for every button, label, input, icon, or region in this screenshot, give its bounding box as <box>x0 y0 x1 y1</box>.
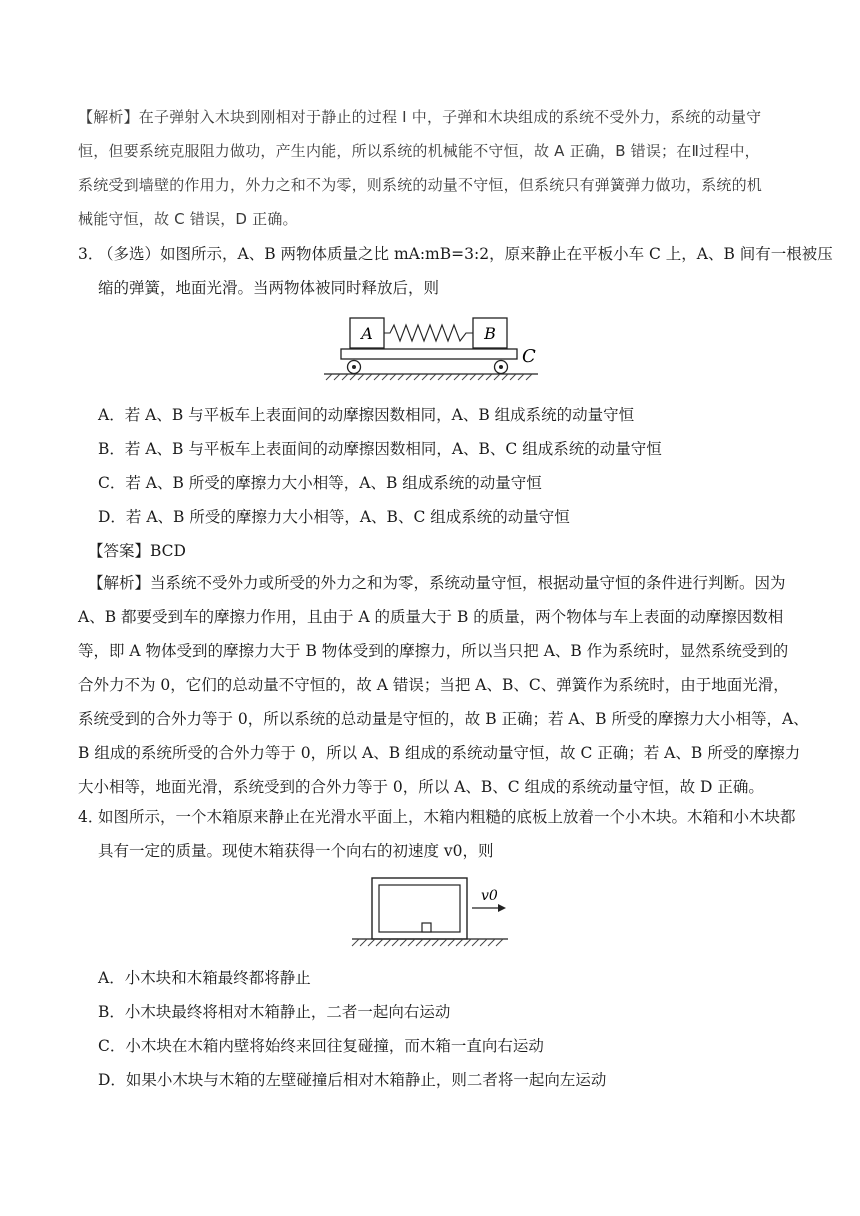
block-a-label: A <box>361 324 373 343</box>
q4-option-b: B．小木块最终将相对木箱静止，二者一起向右运动 <box>98 1003 451 1021</box>
question-text-line: 具有一定的质量。现使木箱获得一个向右的初速度 v0，则 <box>98 842 494 860</box>
explanation-line: 【解析】当系统不受外力或所受的外力之和为零，系统动量守恒，根据动量守恒的条件进行判断。因为 <box>88 574 786 592</box>
question-3-stem <box>78 237 833 305</box>
prev-explanation-line: 【解析】在子弹射入木块到刚相对于静止的过程 I 中，子弹和木块组成的系统不受外力，系统的动量守 <box>78 108 762 126</box>
q3-explanation <box>78 566 809 804</box>
explanation-line: 等，即 A 物体受到的摩擦力大于 B 物体受到的摩擦力，所以当只把 A、B 作为系统时，显然系统受到的 <box>78 642 789 660</box>
cart-label: C <box>522 346 536 367</box>
q3-option-b: B．若 A、B 与平板车上表面间的动摩擦因数相同，A、B、C 组成系统的动量守恒 <box>98 440 662 458</box>
prev-explanation <box>78 100 804 236</box>
question-text-line: 缩的弹簧，地面光滑。当两物体被同时释放后，则 <box>98 279 440 297</box>
velocity-label: v0 <box>481 888 498 904</box>
spring <box>384 325 473 341</box>
explanation-line: B 组成的系统所受的合外力等于 0，所以 A、B 组成的系统动量守恒，故 C 正确；若 A、B 所受的摩擦力 <box>78 744 801 762</box>
q3-option-a: A．若 A、B 与平板车上表面间的动摩擦因数相同，A、B 组成系统的动量守恒 <box>98 406 635 424</box>
cart <box>341 349 517 359</box>
question-number: 4． <box>78 808 104 826</box>
q3-option-d: D．若 A、B 所受的摩擦力大小相等，A、B、C 组成系统的动量守恒 <box>98 508 570 526</box>
prev-explanation-line: 恒，但要系统克服阻力做功，产生内能，所以系统的机械能不守恒，故 A 正确，B 错误；在Ⅱ过程中， <box>78 142 760 160</box>
explanation-line: 系统受到的合外力等于 0，所以系统的总动量是守恒的，故 B 正确；若 A、B 所受的摩擦力大小相等，A、 <box>78 710 809 728</box>
small-block <box>422 923 431 932</box>
question-text-line: （多选）如图所示，A、B 两物体质量之比 mA:mB=3:2，原来静止在平板小车 C 上，A、B 间有一根被压 <box>98 245 833 263</box>
explanation-line: 大小相等，地面光滑，系统受到的合外力等于 0，所以 A、B、C 组成的系统动量守恒，故 D 正确。 <box>78 778 764 796</box>
cart-spring-figure <box>318 312 546 388</box>
box-figure <box>346 874 516 952</box>
prev-explanation-line: 系统受到墙壁的作用力，外力之和不为零，则系统的动量不守恒，但系统只有弹簧弹力做功，系统的机 <box>78 176 763 194</box>
explanation-line: A、B 都要受到车的摩擦力作用，且由于 A 的质量大于 B 的质量，两个物体与车上表面的动摩擦因数相 <box>78 608 784 626</box>
q3-answer: 【答案】BCD <box>88 542 186 560</box>
q4-option-c: C．小木块在木箱内壁将始终来回往复碰撞，而木箱一直向右运动 <box>98 1037 544 1055</box>
question-text-line: 如图所示，一个木箱原来静止在光滑水平面上，木箱内粗糙的底板上放着一个小木块。木箱和小木块都 <box>98 808 796 826</box>
question-4-stem <box>78 800 804 868</box>
explanation-line: 合外力不为 0，它们的总动量不守恒的，故 A 错误；当把 A、B、C、弹簧作为系统时，由于地面光滑， <box>78 676 789 694</box>
question-number: 3． <box>78 245 104 263</box>
q4-option-d: D．如果小木块与木箱的左壁碰撞后相对木箱静止，则二者将一起向左运动 <box>98 1071 607 1089</box>
prev-explanation-line: 械能守恒，故 C 错误，D 正确。 <box>78 210 298 228</box>
block-b-label: B <box>484 324 496 343</box>
q4-option-a: A．小木块和木箱最终都将静止 <box>98 969 311 987</box>
q3-option-c: C．若 A、B 所受的摩擦力大小相等，A、B 组成系统的动量守恒 <box>98 474 542 492</box>
